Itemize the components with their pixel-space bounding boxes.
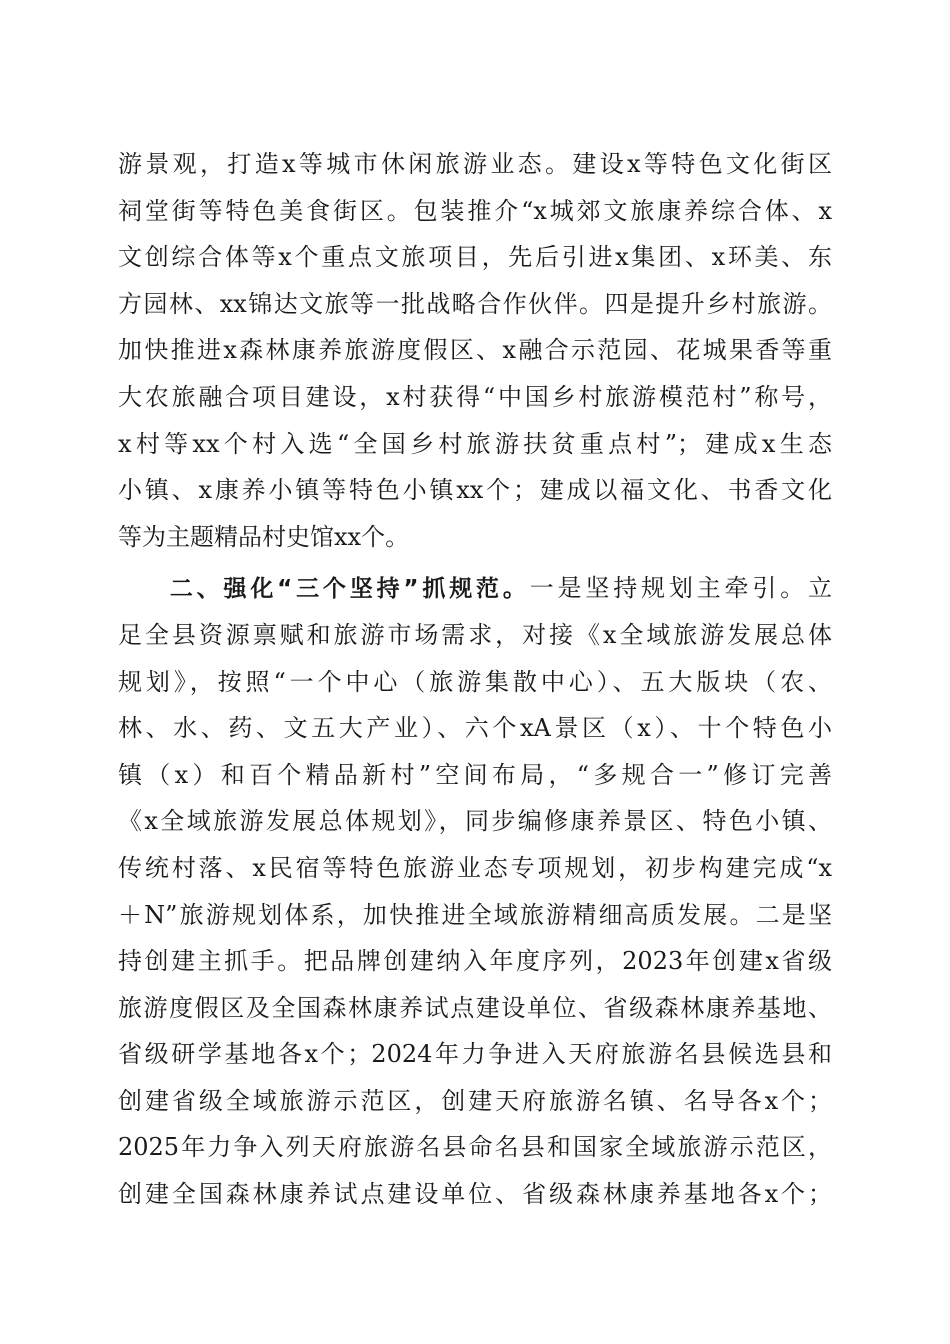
- text-line: 持创建主抓手。把品牌创建纳入年度序列，2023年创建x省级: [118, 947, 832, 976]
- text-line: 小镇、x康养小镇等特色小镇xx个；建成以福文化、书香文化: [118, 476, 832, 505]
- text-line: 等为主题精品村史馆xx个。: [118, 522, 410, 551]
- text-line: 大农旅融合项目建设，x村获得“中国乡村旅游模范村”称号，: [118, 382, 832, 411]
- paragraph-first-line: [118, 565, 832, 612]
- document-body: [118, 141, 832, 1218]
- text-line: ＋N”旅游规划体系，加快推进全域旅游精细高质发展。二是坚: [118, 900, 832, 929]
- text-line: 省级研学基地各x个；2024年力争进入天府旅游名县候选县和: [118, 1040, 832, 1069]
- text-line: 规划》，按照“一个中心（旅游集散中心）、五大版块（农、: [118, 667, 832, 696]
- text-line: 旅游度假区及全国森林康养试点建设单位、省级森林康养基地、: [118, 993, 832, 1022]
- text-line: 文创综合体等x个重点文旅项目，先后引进x集团、x环美、东: [118, 243, 832, 272]
- text-line: 镇（x）和百个精品新村”空间布局，“多规合一”修订完善: [118, 760, 832, 789]
- paragraph-tourism-projects: [118, 141, 832, 560]
- text-line: 游景观，打造x等城市休闲旅游业态。建设x等特色文化街区: [118, 150, 832, 178]
- text-line: 《x全域旅游发展总体规划》，同步编修康养景区、特色小镇、: [118, 807, 832, 836]
- text-line: 林、水、药、文五大产业）、六个xA景区（x）、十个特色小: [118, 714, 832, 743]
- text-line: 祠堂街等特色美食街区。包装推介“x城郊文旅康养综合体、x: [118, 196, 832, 225]
- text-run: 一是坚持规划主牵引。立: [529, 574, 833, 603]
- paragraph-three-persistences: [118, 565, 832, 1217]
- text-line: 方园林、xx锦达文旅等一批战略合作伙伴。四是提升乡村旅游。: [118, 289, 832, 318]
- text-line: 创建省级全域旅游示范区，创建天府旅游名镇、名导各x个；: [118, 1086, 832, 1115]
- text-line: 2025年力争入列天府旅游名县命名县和国家全域旅游示范区，: [118, 1133, 832, 1162]
- text-line: 足全县资源禀赋和旅游市场需求，对接《x全域旅游发展总体: [118, 620, 832, 649]
- text-line: x村等xx个村入选“全国乡村旅游扶贫重点村”；建成x生态: [118, 429, 832, 458]
- text-line: 传统村落、x民宿等特色旅游业态专项规划，初步构建完成“x: [118, 853, 832, 882]
- section-heading: 二、强化“三个坚持”抓规范。: [166, 576, 530, 603]
- text-line: 创建全国森林康养试点建设单位、省级森林康养基地各x个；: [118, 1180, 832, 1209]
- text-line: 加快推进x森林康养旅游度假区、x融合示范园、花城果香等重: [118, 336, 832, 365]
